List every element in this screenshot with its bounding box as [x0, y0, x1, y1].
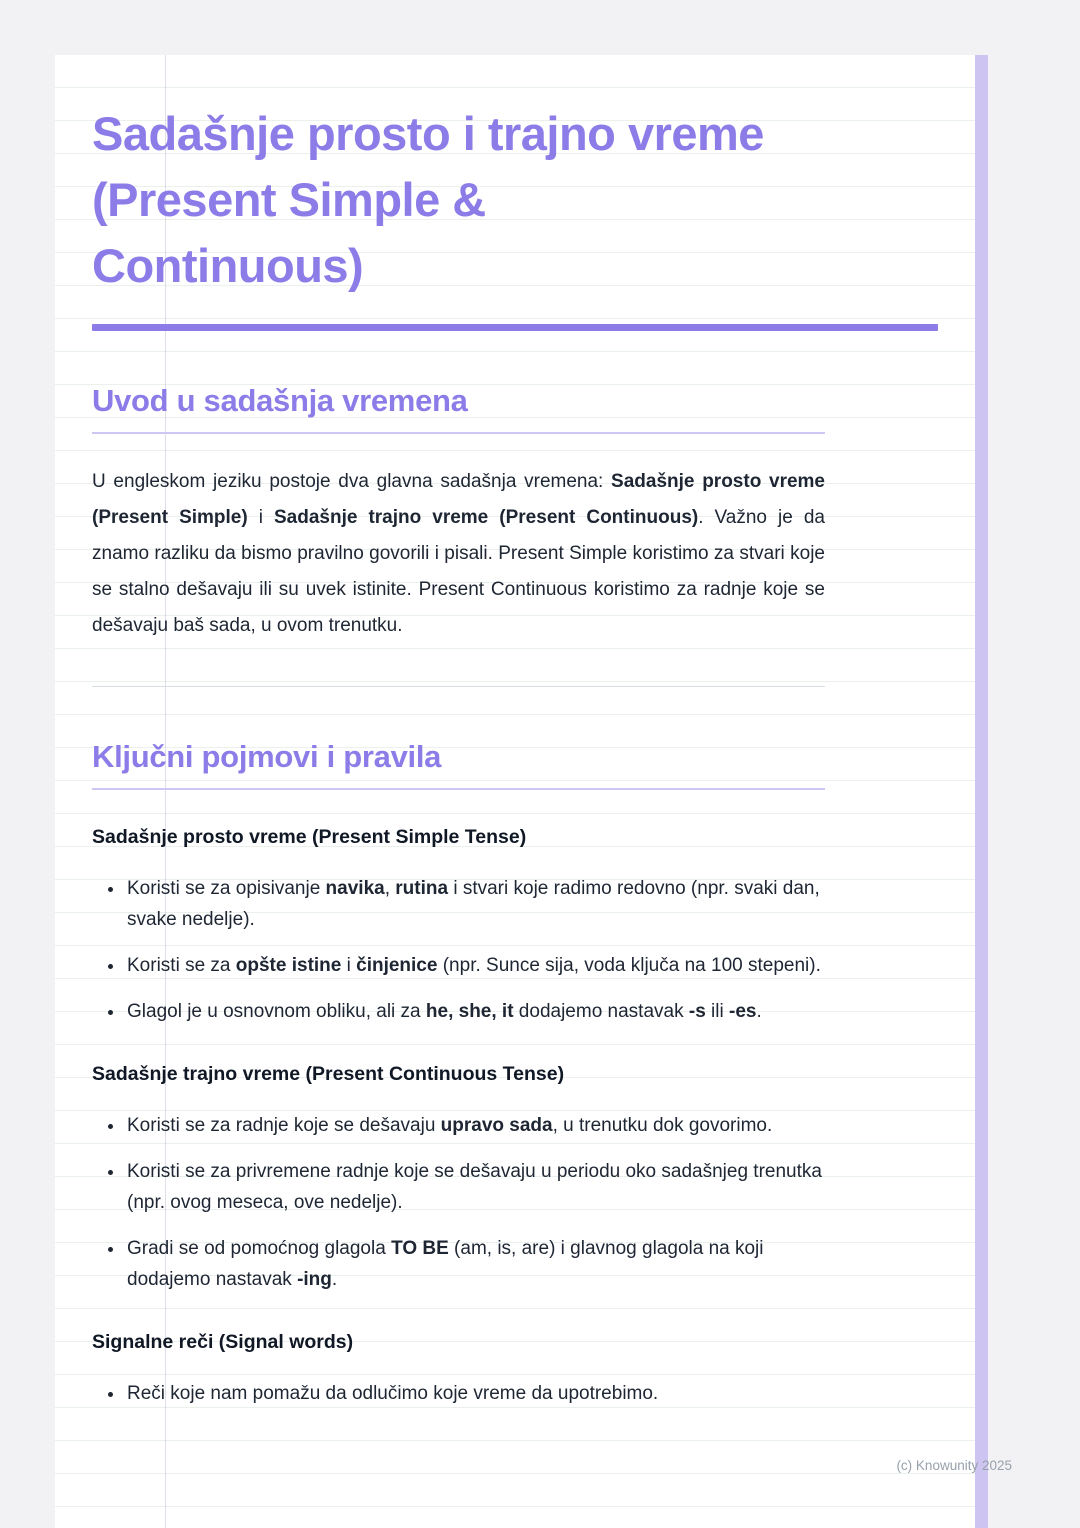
bullet-list-present-simple [92, 873, 825, 1027]
section-heading-key-concepts: Ključni pojmovi i pravila [92, 739, 442, 775]
heading-underline [92, 788, 825, 790]
title-line: Sadašnje prosto i trajno vreme [92, 107, 764, 160]
document-content [55, 55, 988, 1409]
intro-paragraph: U engleskom jeziku postoje dva glavna sadašnja vremena: Sadašnje prosto vreme (Present Simple) i Sadašnje trajno vreme (Present Continuous). Važno je da znamo razliku da bismo pravilno govorili i pisali. Present Simple koristimo za stvari koje se stalno dešavaju ili su uvek istinite. Present Continuous koristimo za radnje koje se dešavaju baš sada, u ovom trenutku. [92, 471, 825, 637]
copyright-notice: (c) Knowunity 2025 [896, 1458, 1012, 1473]
bullet-list-present-continuous [92, 1110, 825, 1295]
list-item: • Reči koje nam pomažu da odlučimo koje vreme da upotrebimo. [125, 1378, 825, 1409]
title-line: (Present Simple & [92, 172, 486, 226]
page-title [92, 101, 938, 298]
section-heading-intro: Uvod u sadašnja vremena [92, 383, 468, 419]
section-intro [92, 383, 825, 687]
section-divider [92, 686, 825, 687]
section-key-concepts [92, 739, 825, 1409]
subheading-present-continuous: Sadašnje trajno vreme (Present Continuous Tense) [92, 1063, 565, 1086]
list-item: • Gradi se od pomoćnog glagola TO BE (am, is, are) i glavnog glagola na koji dodajemo nastavak -ing. [125, 1233, 825, 1295]
bullet-list-signal-words [92, 1378, 825, 1409]
list-item: • Koristi se za opšte istine i činjenice (npr. Sunce sija, voda ključa na 100 stepeni). [125, 950, 825, 981]
list-item: • Koristi se za radnje koje se dešavaju upravo sada, u trenutku dok govorimo. [125, 1110, 825, 1141]
subheading-present-simple: Sadašnje prosto vreme (Present Simple Tense) [92, 826, 527, 849]
list-item: • Koristi se za opisivanje navika, rutina i stvari koje radimo redovno (npr. svaki dan, svake nedelje). [125, 873, 825, 935]
heading-underline [92, 432, 825, 434]
list-item: • Koristi se za privremene radnje koje se dešavaju u periodu oko sadašnjeg trenutka (npr. ovog meseca, ove nedelje). [125, 1156, 825, 1218]
subheading-signal-words: Signalne reči (Signal words) [92, 1331, 354, 1354]
title-line: Continuous) [92, 238, 364, 292]
document-page [55, 55, 988, 1528]
list-item: • Glagol je u osnovnom obliku, ali za he, she, it dodajemo nastavak -s ili -es. [125, 996, 825, 1027]
title-accent-rule [92, 324, 938, 331]
